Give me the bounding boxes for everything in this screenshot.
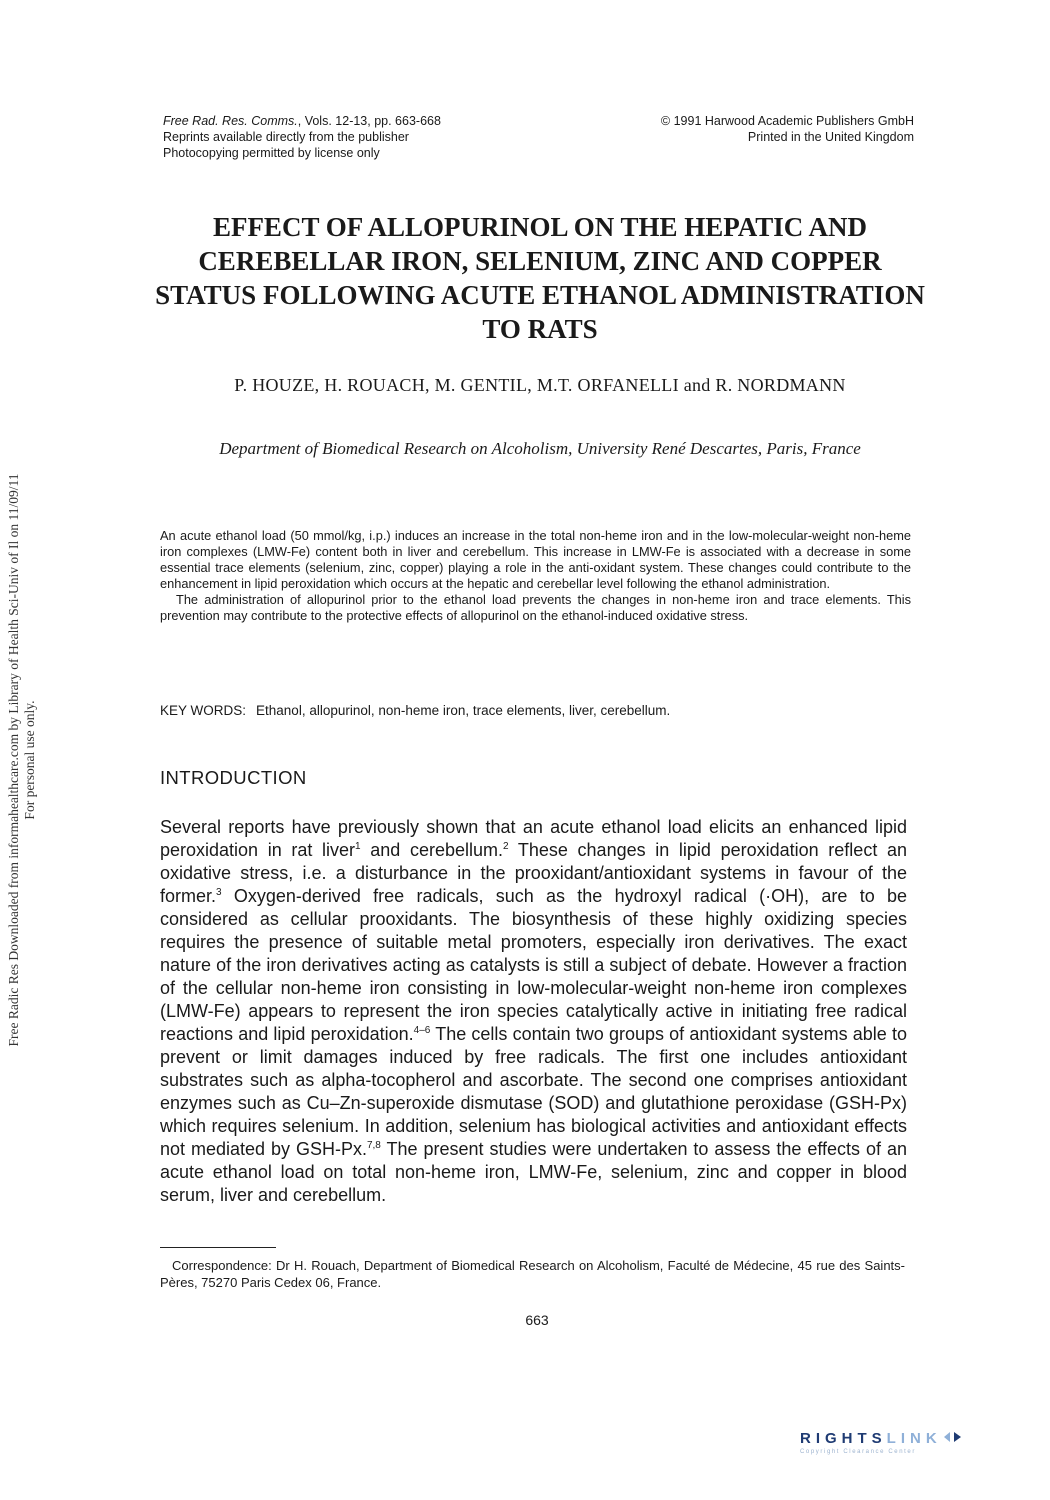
abstract [160, 528, 911, 624]
intro-text: These changes in lipid peroxidation reflect an oxidative stress, i.e. a disturbance in the prooxidant/antioxidant systems in favour of the former. [160, 840, 907, 906]
logo-text-rights: RIGHTS [800, 1430, 887, 1447]
footnote-divider [160, 1247, 276, 1248]
intro-text: and cerebellum. [360, 840, 503, 860]
reprints-note: Reprints available directly from the publisher [163, 130, 409, 144]
journal-name: Free Rad. Res. Comms. [163, 114, 298, 128]
keywords [160, 702, 911, 720]
logo-subtitle: Copyright Clearance Center [800, 1449, 916, 1455]
article-title: EFFECT OF ALLOPURINOL ON THE HEPATIC AND CEREBELLAR IRON, SELENIUM, ZINC AND COPPER STATUS FOLLOWING ACUTE ETHANOL ADMINISTRATION TO RATS [155, 212, 925, 344]
intro-text: Several reports have previously shown that an acute ethanol load elicits an enhanced lipid peroxidation in rat liver [160, 817, 907, 860]
journal-citation [163, 113, 441, 129]
citation-ref: 2 [502, 841, 509, 852]
abstract-paragraph-1: An acute ethanol load (50 mmol/kg, i.p.) induces an increase in the total non-heme iron and in the low-molecular-weight non-heme iron complexes (LMW-Fe) content both in liver and cerebellum. This increase in LMW-Fe is associated with a decrease in some essential trace elements (selenium, zinc, copper) playing a role in the anti-oxidant system. These changes could contribute to the enhancement in lipid peroxidation which occurs at the hepatic and cerebellar level following the ethanol administration. [160, 528, 911, 591]
intro-text: Oxygen-derived free radicals, such as the hydroxyl radical (·OH), are to be considered as cellular prooxidants. The biosynthesis of these highly oxidizing species requires the presence of suitable metal promoters, especially iron derivatives. The exact nature of the iron derivatives acting as catalysts is still a subject of debate. However a fraction of the cellular non-heme iron consisting in low-molecular-weight non-heme iron complexes (LMW-Fe) appears to represent the iron species catalytically active in initiating free radical reactions and lipid peroxidation. [160, 886, 907, 1044]
printed-note: Printed in the United Kingdom [747, 130, 914, 144]
watermark-line-2: For personal use only. [22, 700, 37, 820]
citation-ref: 3 [216, 887, 222, 898]
watermark-line-1: Free Radic Res Downloaded from informahealthcare.com by Library of Health Sci-Univ of Il on 11/09/11 [6, 473, 21, 1047]
article-affiliation: Department of Biomedical Research on Alcoholism, University René Descartes, Paris, France [219, 439, 861, 458]
rightslink-arrow-icon [942, 1430, 964, 1444]
logo-text-link: LINK [886, 1430, 942, 1447]
header-right [661, 113, 914, 145]
intro-text: The present studies were undertaken to assess the effects of an acute ethanol load on total non-heme iron, LMW-Fe, selenium, zinc and copper in blood serum, liver and cerebellum. [160, 1139, 907, 1205]
citation-ref: 1 [355, 841, 361, 852]
intro-text: The cells contain two groups of antioxidant systems able to prevent or limit damages induced by free radicals. The first one includes antioxidant substrates such as alpha-tocopherol and ascorbate. The second one comprises antioxidant enzymes such as Cu–Zn-superoxide dismutase (SOD) and glutathione peroxidase (GSH-Px) which requires selenium. In addition, selenium has biological activities and antioxidant effects not mediated by GSH-Px. [160, 1024, 907, 1159]
introduction-paragraph [160, 816, 907, 1207]
copyright-note: © 1991 Harwood Academic Publishers GmbH [660, 114, 914, 128]
citation-ref: 4–6 [413, 1025, 431, 1036]
correspondence-footnote: Correspondence: Dr H. Rouach, Department of Biomedical Research on Alcoholism, Faculté de Médecine, 45 rue des Saints-Pères, 75270 Paris Cedex 06, France. [160, 1258, 905, 1290]
abstract-paragraph-2: The administration of allopurinol prior to the ethanol load prevents the changes in non-heme iron and trace elements. This prevention may contribute to the protective effects of allopurinol on the ethanol-induced oxidative stress. [160, 592, 911, 623]
rightslink-logo[interactable] [800, 1430, 1030, 1470]
keywords-list: Ethanol, allopurinol, non-heme iron, trace elements, liver, cerebellum. [256, 703, 671, 718]
page-number: 663 [525, 1312, 549, 1328]
citation-ref: 7,8 [366, 1140, 381, 1151]
section-heading: INTRODUCTION [160, 767, 307, 788]
journal-volume: , Vols. 12-13, pp. 663-668 [297, 114, 441, 128]
photocopy-note: Photocopying permitted by license only [163, 146, 380, 160]
header-left [163, 113, 441, 161]
keywords-label: KEY WORDS: [160, 703, 247, 718]
article-authors: P. HOUZE, H. ROUACH, M. GENTIL, M.T. ORFANELLI and R. NORDMANN [234, 375, 846, 395]
